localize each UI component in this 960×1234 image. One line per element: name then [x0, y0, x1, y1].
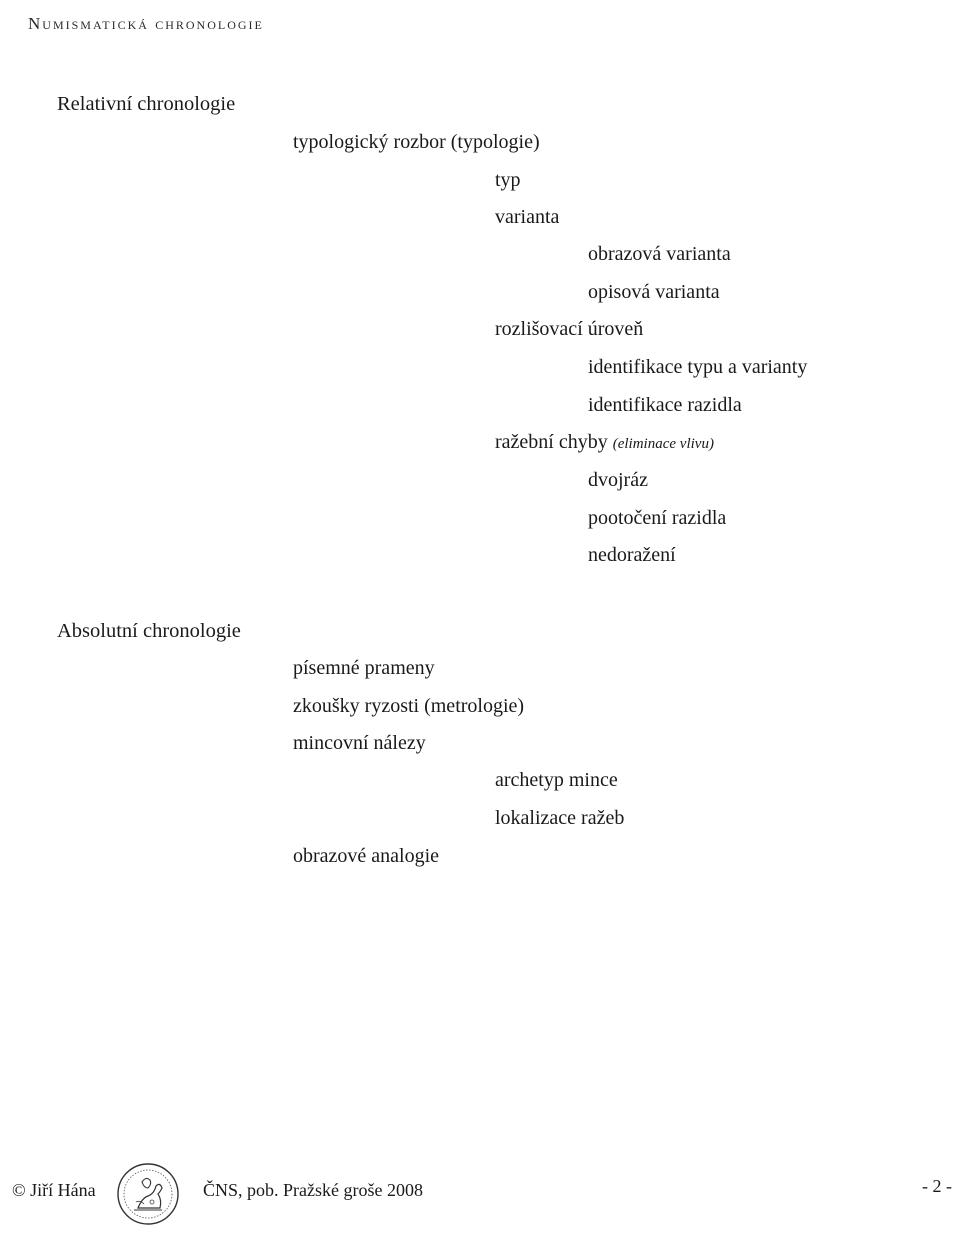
- outline-item-obrazove-analogie: obrazové analogie: [293, 845, 440, 867]
- outline-item-nedorazeni: nedoražení: [588, 544, 676, 566]
- outline-item-identifikace-razidla: identifikace razidla: [588, 394, 742, 416]
- footer-author: © Jiří Hána: [12, 1180, 96, 1200]
- outline-item-mincovni-nalezy: mincovní nálezy: [293, 732, 426, 754]
- section-title-absolute: Absolutní chronologie: [57, 620, 241, 642]
- footer: [0, 1160, 960, 1234]
- outline-item-typ: typ: [495, 169, 521, 191]
- page-number: - 2 -: [922, 1176, 952, 1196]
- outline-item-identifikace-typu: identifikace typu a varianty: [588, 356, 808, 378]
- outline-item-pisemne-prameny: písemné prameny: [293, 657, 435, 679]
- outline-item-zkousky-ryzosti: zkoušky ryzosti (metrologie): [293, 695, 525, 717]
- society-seal-icon: [116, 1162, 180, 1226]
- outline-item-typology: typologický rozbor (typologie): [293, 131, 540, 153]
- outline-item-rozlisovaci-uroven: rozlišovací úroveň: [495, 318, 644, 340]
- razebni-chyby-label: ražební chyby: [495, 431, 608, 453]
- footer-source: ČNS, pob. Pražské groše 2008: [203, 1180, 423, 1200]
- outline-item-obrazova-varianta: obrazová varianta: [588, 243, 731, 265]
- razebni-chyby-note: (eliminace vlivu): [612, 436, 714, 452]
- outline-item-dvojraz: dvojráz: [588, 469, 648, 491]
- outline-item-razebni-chyby: [495, 430, 714, 456]
- outline-item-varianta: varianta: [495, 206, 560, 228]
- outline-item-pootoceni: pootočení razidla: [588, 507, 727, 529]
- section-title-relative: Relativní chronologie: [57, 93, 236, 115]
- outline-item-lokalizace-razeb: lokalizace ražeb: [495, 807, 625, 829]
- outline-item-opisova-varianta: opisová varianta: [588, 281, 720, 303]
- outline-item-archetyp-mince: archetyp mince: [495, 769, 618, 791]
- page-header: Numismatická chronologie: [28, 14, 264, 33]
